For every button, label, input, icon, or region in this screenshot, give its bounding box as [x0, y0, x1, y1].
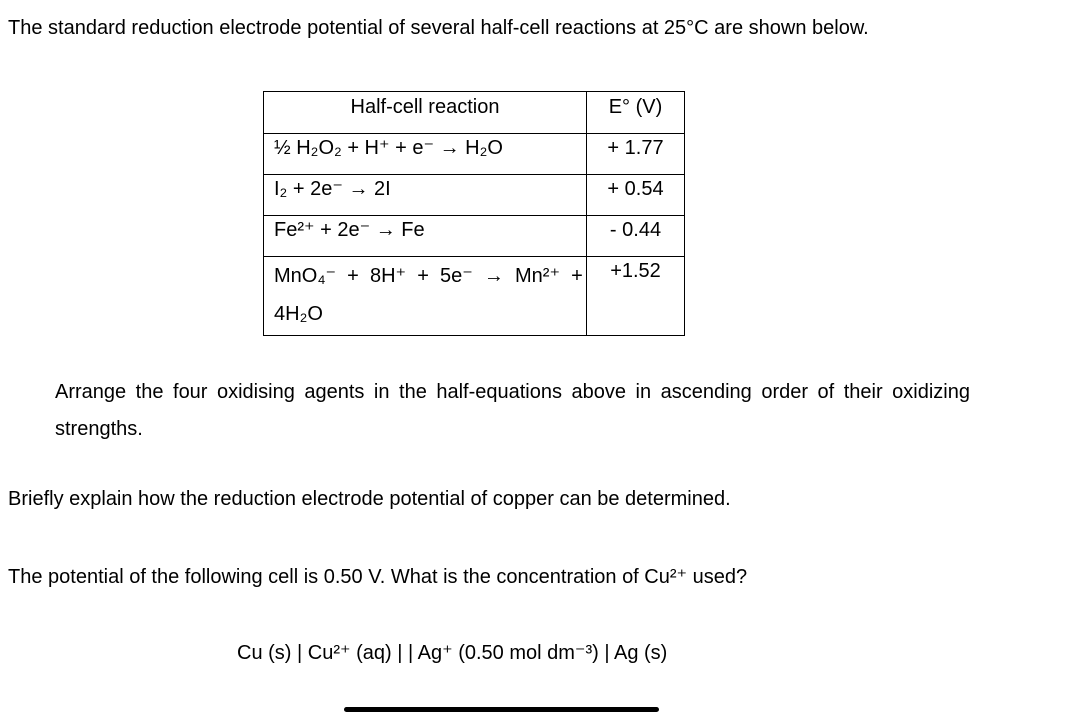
home-indicator[interactable] — [344, 707, 659, 712]
table-header-row — [264, 92, 685, 134]
half-cell-table — [263, 91, 685, 336]
question-explain: Briefly explain how the reduction electrode potential of copper can be determined. — [8, 488, 731, 510]
table-row — [264, 216, 685, 257]
reaction-line: 4H₂O — [274, 303, 323, 325]
reaction-cell — [264, 257, 587, 336]
potential-cell: + 1.77 — [587, 134, 685, 175]
question-arrange: Arrange the four oxidising agents in the half-equations above in ascending order of their oxidizing strengths. — [55, 381, 970, 440]
intro-text: The standard reduction electrode potential of several half-cell reactions at 25°C are shown below. — [8, 17, 869, 39]
table-row — [264, 175, 685, 216]
table-row — [264, 257, 685, 336]
reaction-cell: ½ H₂O₂ + H⁺ + e⁻ → H₂O — [264, 134, 587, 175]
cell-notation: Cu (s) | Cu²⁺ (aq) | | Ag⁺ (0.50 mol dm⁻³) | Ag (s) — [237, 642, 668, 664]
potential-cell: + 0.54 — [587, 175, 685, 216]
header-potential: E° (V) — [587, 92, 685, 134]
question-potential: The potential of the following cell is 0.50 V. What is the concentration of Cu²⁺ used? — [8, 566, 748, 588]
table-row — [264, 134, 685, 175]
potential-cell: - 0.44 — [587, 216, 685, 257]
reaction-cell: I₂ + 2e⁻ → 2I — [264, 175, 587, 216]
potential-cell: +1.52 — [587, 257, 685, 336]
reaction-cell: Fe²⁺ + 2e⁻ → Fe — [264, 216, 587, 257]
reaction-line: MnO₄⁻ + 8H⁺ + 5e⁻ → Mn²⁺ + — [274, 265, 583, 287]
header-reaction: Half-cell reaction — [264, 92, 587, 134]
